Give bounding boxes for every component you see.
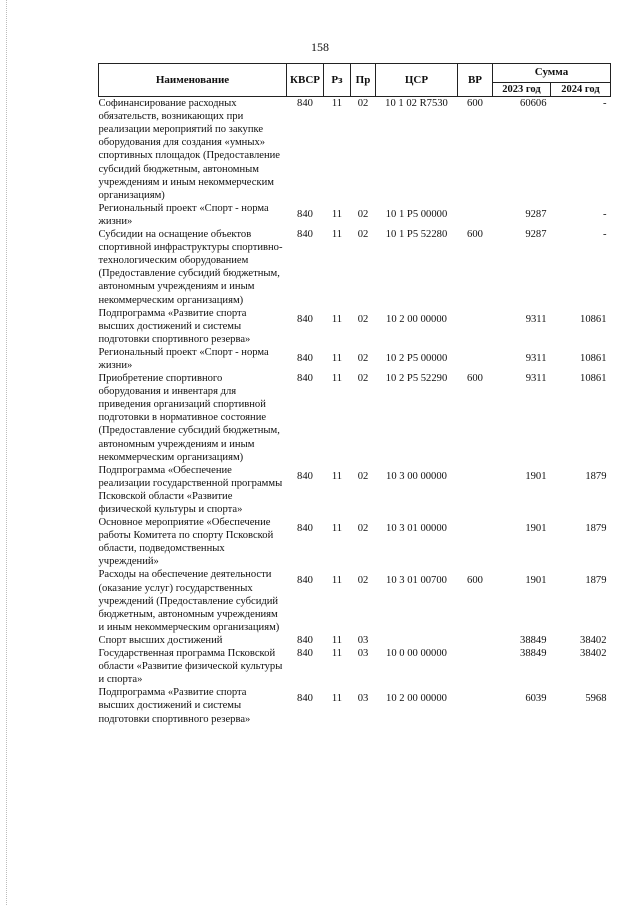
row-kvsr: 840	[297, 208, 313, 220]
header-sum: Сумма	[493, 64, 611, 83]
row-rz: 11	[331, 98, 343, 110]
row-sum-2024: 1879	[585, 523, 607, 535]
row-kvsr: 840	[297, 634, 313, 646]
row-csr: 10 3 00 00000	[386, 470, 447, 482]
row-pr: 02	[357, 523, 369, 535]
row-sum-2024: 38402	[580, 648, 607, 660]
row-kvsr: 840	[297, 313, 313, 325]
row-pr: 02	[357, 470, 369, 482]
row-rz: 11	[331, 208, 343, 220]
row-rz: 11	[331, 313, 343, 325]
row-sum-2023: 9287	[525, 208, 547, 220]
row-csr: 10 2 P5 00000	[385, 352, 448, 364]
row-rz: 11	[331, 634, 343, 646]
row-name: Приобретение спортивного оборудования и инвентаря для приведения организаций спортивной подготовки в нормативное состояние (Предоставление субсидий бюджетным, автономным учреждениям и иным некоммерческим организациям)	[98, 373, 280, 463]
row-pr: 02	[357, 352, 369, 364]
row-pr: 02	[357, 208, 369, 220]
row-pr: 02	[357, 98, 369, 110]
row-vr	[458, 686, 493, 725]
row-vr	[458, 202, 493, 228]
table-row	[99, 228, 611, 307]
table-row	[99, 346, 611, 372]
page-number: 158	[311, 40, 329, 54]
row-rz: 11	[331, 352, 343, 364]
row-kvsr: 840	[297, 575, 313, 587]
row-sum-2024: 10861	[580, 313, 607, 325]
row-name: Государственная программа Псковской области «Развитие физической культуры и спорта»	[98, 648, 283, 686]
row-vr	[458, 307, 493, 346]
row-csr: 10 2 P5 52290	[385, 373, 448, 385]
row-sum-2024: 10861	[580, 373, 607, 385]
row-pr: 03	[357, 693, 369, 705]
row-csr: 10 0 00 00000	[386, 648, 447, 660]
header-csr: ЦСР	[376, 64, 458, 97]
row-sum-2024: -	[602, 229, 607, 241]
row-rz: 11	[331, 229, 343, 241]
row-csr: 10 3 01 00000	[386, 523, 447, 535]
row-kvsr: 840	[297, 523, 313, 535]
row-sum-2023: 9311	[525, 352, 547, 364]
row-kvsr: 840	[297, 693, 313, 705]
row-vr	[458, 634, 493, 647]
row-csr: 10 1 P5 52280	[385, 229, 448, 241]
row-sum-2023: 9287	[525, 229, 547, 241]
row-sum-2023: 9311	[525, 373, 547, 385]
budget-table-wrapper	[98, 63, 610, 726]
row-sum-2024: 5968	[585, 693, 607, 705]
table-row	[99, 634, 611, 647]
row-name: Софинансирование расходных обязательств, возникающих при реализации мероприятий по закупке оборудования для создания «умных» спортивных площадок (Предоставление субсидий бюджетным, автономным учреждениям и иным некоммерческим организациям)	[98, 98, 280, 201]
row-sum-2024: 38402	[580, 634, 607, 646]
row-vr	[458, 464, 493, 516]
row-name: Расходы на обеспечение деятельности (оказание услуг) государственных учреждений (Предоставление субсидий бюджетным, автономным учреждениям и иным некоммерческим организациям)	[98, 569, 280, 633]
header-year-2024: 2024 год	[551, 83, 611, 97]
row-csr: 10 1 02 R7530	[385, 98, 448, 110]
row-kvsr: 840	[297, 373, 313, 385]
row-rz: 11	[331, 373, 343, 385]
row-sum-2024: -	[602, 208, 607, 220]
table-row	[99, 307, 611, 346]
row-pr: 03	[357, 634, 369, 646]
row-vr: 600	[467, 575, 483, 587]
row-rz: 11	[331, 470, 343, 482]
row-kvsr: 840	[297, 98, 313, 110]
row-name: Основное мероприятие «Обеспечение работы Комитета по спорту Псковской области, подведомственных учреждений»	[98, 517, 274, 568]
row-pr: 02	[357, 229, 369, 241]
row-csr: 10 2 00 00000	[386, 313, 447, 325]
header-name: Наименование	[99, 64, 287, 97]
row-pr: 03	[357, 648, 369, 660]
header-year-2023: 2023 год	[493, 83, 551, 97]
row-name: Подпрограмма «Обеспечение реализации государственной программы Псковской области «Развитие физической культуры и спорта»	[98, 464, 283, 515]
row-kvsr: 840	[297, 352, 313, 364]
row-sum-2024: 1879	[585, 470, 607, 482]
budget-table	[98, 63, 611, 726]
table-row	[99, 372, 611, 464]
row-kvsr: 840	[297, 470, 313, 482]
row-sum-2023: 9311	[525, 313, 547, 325]
row-csr: 10 3 01 00700	[386, 575, 447, 587]
row-vr: 600	[467, 373, 483, 385]
row-pr: 02	[357, 313, 369, 325]
row-name: Подпрограмма «Развитие спорта высших достижений и системы подготовки спортивного резерва»	[98, 687, 251, 725]
row-rz: 11	[331, 575, 343, 587]
table-row	[99, 647, 611, 686]
row-name: Региональный проект «Спорт - норма жизни»	[98, 346, 269, 371]
table-row	[99, 516, 611, 568]
row-kvsr: 840	[297, 648, 313, 660]
row-vr	[458, 346, 493, 372]
row-sum-2023: 38849	[520, 634, 547, 646]
table-body	[99, 97, 611, 726]
row-sum-2024: 10861	[580, 352, 607, 364]
row-pr: 02	[357, 373, 369, 385]
header-pr: Пр	[351, 64, 376, 97]
table-header	[99, 64, 611, 97]
scan-edge	[6, 0, 8, 905]
row-vr	[458, 516, 493, 568]
row-sum-2023: 38849	[520, 648, 547, 660]
row-csr: 10 1 P5 00000	[385, 208, 448, 220]
header-kvsr: КВСР	[287, 64, 324, 97]
row-csr	[376, 634, 458, 647]
table-row	[99, 202, 611, 228]
row-sum-2023: 6039	[525, 693, 547, 705]
row-sum-2023: 60606	[520, 98, 547, 110]
header-rz: Рз	[324, 64, 351, 97]
row-vr: 600	[467, 229, 483, 241]
row-sum-2024: -	[602, 98, 607, 110]
row-rz: 11	[331, 648, 343, 660]
table-row	[99, 464, 611, 516]
row-name: Региональный проект «Спорт - норма жизни»	[98, 202, 269, 227]
table-row	[99, 686, 611, 725]
row-sum-2023: 1901	[525, 470, 547, 482]
row-sum-2023: 1901	[525, 523, 547, 535]
row-name: Подпрограмма «Развитие спорта высших достижений и системы подготовки спортивного резерва»	[98, 307, 251, 345]
row-pr: 02	[357, 575, 369, 587]
row-csr: 10 2 00 00000	[386, 693, 447, 705]
row-vr: 600	[467, 98, 483, 110]
row-kvsr: 840	[297, 229, 313, 241]
row-vr	[458, 647, 493, 686]
row-name: Субсидии на оснащение объектов спортивной инфраструктуры спортивно-технологическим оборудованием (Предоставление субсидий бюджетным, автономным учреждениям и иным некоммерческим организациям)	[98, 229, 283, 306]
table-row	[99, 97, 611, 202]
row-sum-2024: 1879	[585, 575, 607, 587]
header-vr: ВР	[458, 64, 493, 97]
table-row	[99, 568, 611, 633]
row-sum-2023: 1901	[525, 575, 547, 587]
row-name: Спорт высших достижений	[98, 634, 223, 646]
row-rz: 11	[331, 693, 343, 705]
row-rz: 11	[331, 523, 343, 535]
